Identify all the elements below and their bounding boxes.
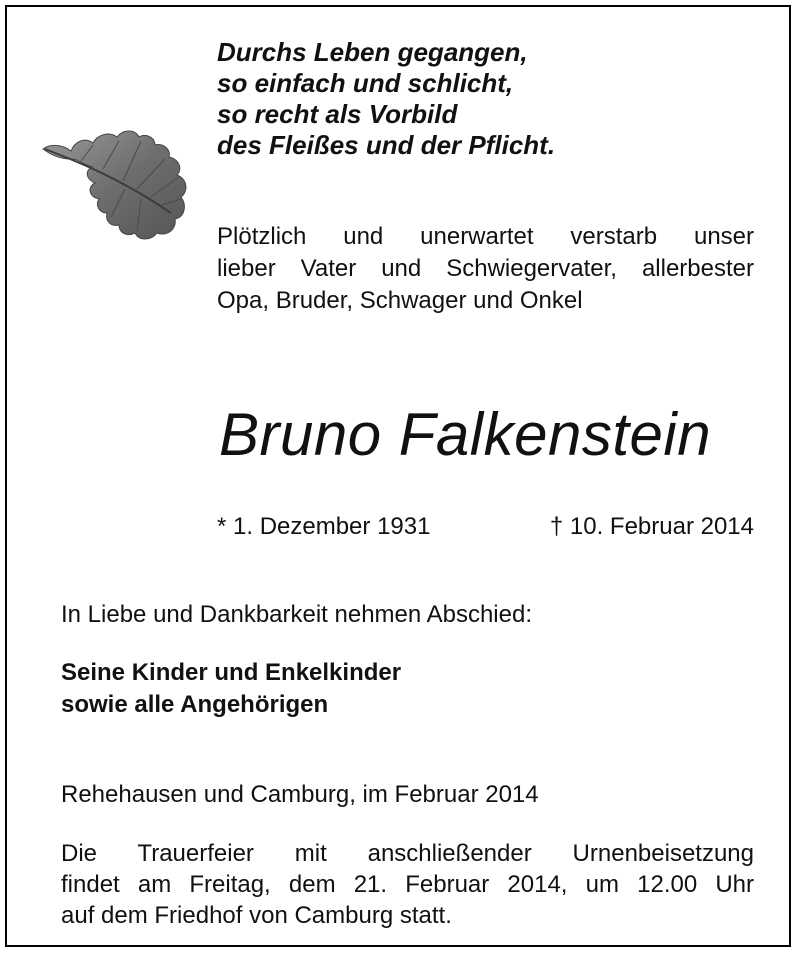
- oak-leaf-icon: [41, 129, 209, 241]
- service-line: Die Trauerfeier mit anschließender Urnenbeisetzung: [61, 840, 754, 867]
- obituary-frame: [5, 5, 791, 947]
- service-line: findet am Freitag, dem 21. Februar 2014, um 12.00 Uhr: [61, 871, 754, 898]
- announcement-line: lieber Vater und Schwiegervater, allerbester: [217, 255, 754, 282]
- place-and-date: Rehehausen und Camburg, im Februar 2014: [61, 781, 539, 808]
- birth-date: * 1. Dezember 1931: [217, 513, 431, 540]
- farewell-intro: In Liebe und Dankbarkeit nehmen Abschied:: [61, 601, 532, 628]
- death-date: † 10. Februar 2014: [549, 513, 754, 540]
- verse-line: Durchs Leben gegangen,: [217, 37, 528, 67]
- announcement-text: [217, 221, 754, 317]
- service-line: auf dem Friedhof von Camburg statt.: [61, 902, 452, 929]
- verse-line: so recht als Vorbild: [217, 99, 458, 129]
- mourner-line: Seine Kinder und Enkelkinder: [61, 659, 402, 686]
- announcement-line: Opa, Bruder, Schwager und Onkel: [217, 287, 583, 314]
- funeral-service-info: [61, 838, 754, 931]
- announcement-line: Plötzlich und unerwartet verstarb unser: [217, 223, 754, 250]
- mourners-list: [61, 657, 401, 721]
- mourner-line: sowie alle Angehörigen: [61, 691, 329, 718]
- memorial-verse: [217, 37, 555, 161]
- verse-line: so einfach und schlicht,: [217, 68, 514, 98]
- deceased-name: Bruno Falkenstein: [219, 401, 712, 468]
- verse-line: des Fleißes und der Pflicht.: [217, 130, 556, 160]
